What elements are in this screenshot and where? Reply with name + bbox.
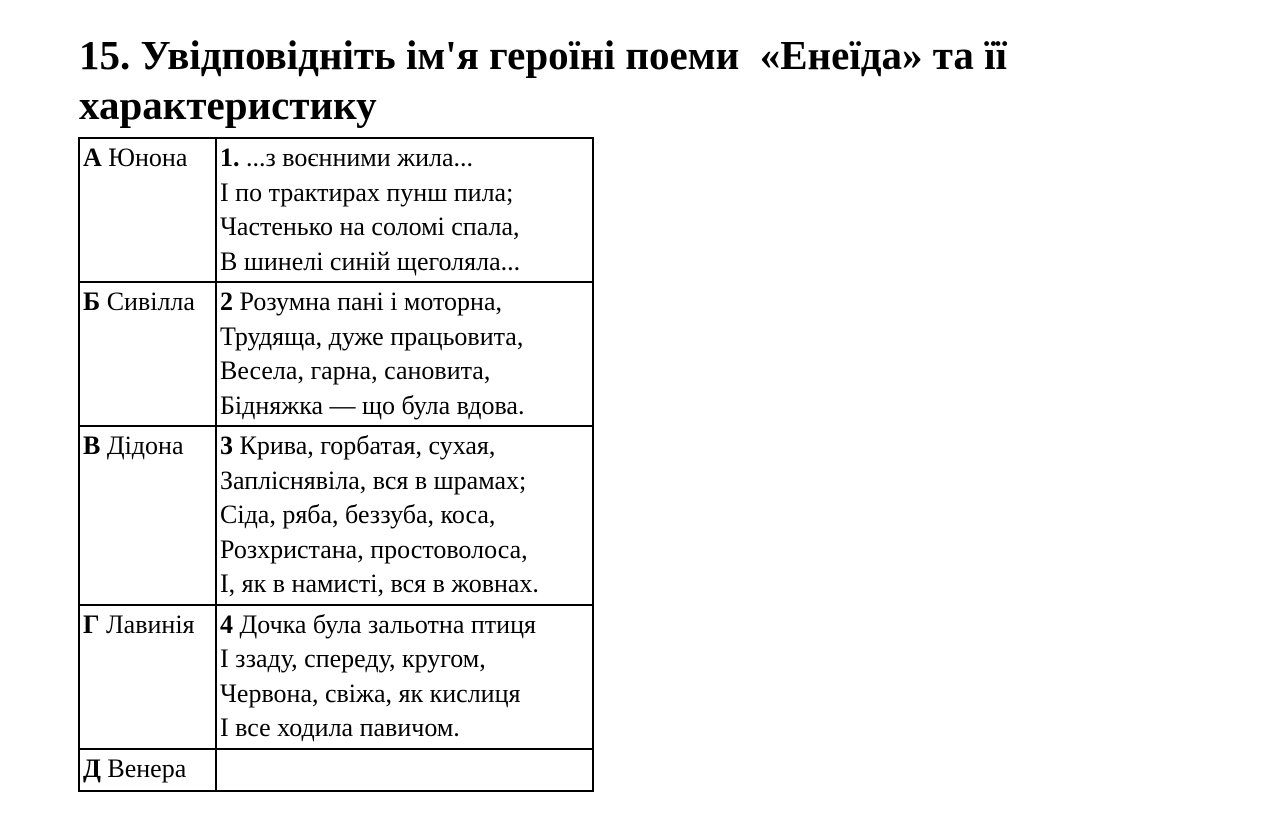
verse-text: Розумна пані і моторна, [239, 287, 503, 316]
table-row [79, 605, 593, 749]
verse-text: Крива, горбатая, сухая, [239, 431, 496, 460]
description-number: 3 [220, 431, 233, 460]
verse-line: І, як в намисті, вся в жовнах. [220, 569, 539, 598]
verse-line [220, 608, 590, 643]
heroine-cell-b [79, 282, 216, 426]
matching-table [78, 137, 594, 792]
heroine-cell-a [79, 138, 216, 282]
verse-line: Весела, гарна, сановита, [220, 356, 491, 385]
heroine-name: Юнона [108, 143, 188, 172]
heading-line-2: характеристику [79, 82, 377, 128]
verse-line: Частенько на соломі спала, [220, 212, 520, 241]
verse-line: Трудяща, дуже працьовита, [220, 321, 524, 351]
heroine-cell-d [79, 749, 216, 791]
verse-text: Дочка була зальотна птиця [239, 609, 536, 639]
description-cell-empty [216, 749, 593, 791]
verse-line [220, 429, 590, 464]
heroine-letter: А [83, 143, 102, 172]
description-number: 4 [220, 609, 233, 639]
table-row [79, 282, 593, 426]
verse-line: І по трактирах пунш пила; [220, 177, 514, 207]
description-cell-3 [216, 426, 593, 605]
verse-line: Бідняжка — що була вдова. [220, 390, 525, 420]
verse-line [220, 285, 590, 320]
verse-line: І ззаду, спереду, кругом, [220, 644, 486, 673]
description-number: 2 [220, 287, 233, 316]
verse-line: Запліснявіла, вся в шрамах; [220, 465, 527, 495]
heroine-name: Дідона [106, 431, 184, 460]
verse-line: Червона, свіжа, як кислиця [220, 678, 521, 708]
table-row [79, 426, 593, 605]
table-row [79, 138, 593, 282]
heroine-cell-v [79, 426, 216, 605]
heroine-name: Сивілла [106, 287, 195, 316]
description-number: 1. [220, 143, 240, 172]
heroine-name: Лавинія [106, 609, 195, 639]
heroine-cell-h [79, 605, 216, 749]
verse-line: Розхристана, простоволоса, [220, 534, 528, 564]
verse-line: І все ходила павичом. [220, 713, 460, 742]
verse-line [220, 141, 590, 176]
table-row [79, 749, 593, 791]
description-cell-1 [216, 138, 593, 282]
verse-line: В шинелі синій щеголяла... [220, 246, 521, 276]
verse-text: ...з воєнними жила... [246, 143, 474, 172]
question-heading [79, 30, 1229, 130]
description-cell-2 [216, 282, 593, 426]
heroine-letter: В [83, 431, 101, 460]
heroine-letter: Г [83, 609, 100, 639]
heroine-name: Венера [107, 753, 187, 783]
heroine-letter: Д [83, 753, 101, 783]
description-cell-4 [216, 605, 593, 749]
heroine-letter: Б [83, 287, 101, 316]
heading-line-1: 15. Увідповідніть ім'я героїні поеми «Енеїда» та її [79, 32, 1007, 78]
verse-line: Сіда, ряба, беззуба, коса, [220, 500, 496, 529]
